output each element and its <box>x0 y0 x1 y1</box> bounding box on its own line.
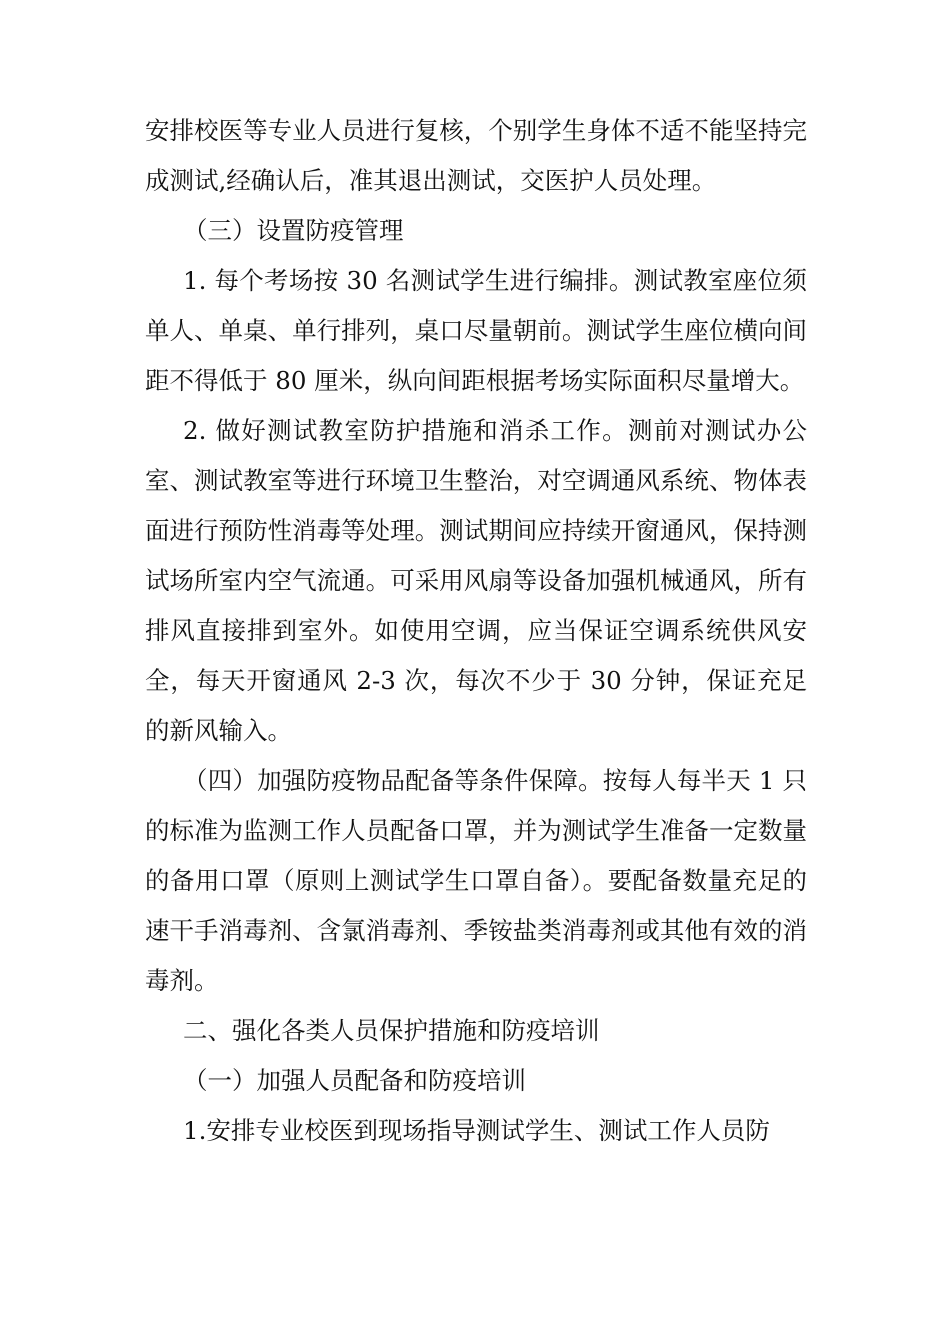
paragraph-2: （三）设置防疫管理 <box>183 216 404 245</box>
paragraph-4: 2. 做好测试教室防护措施和消杀工作。测前对测试办公室、测试教室等进行环境卫生整治，对空调通风系统、物体表面进行预防性消毒等处理。测试期间应持续开窗通风，保持测试场所室内空气流通。可采用风扇等设备加强机械通风，所有排风直接排到室外。如使用空调，应当保证空调系统供风安全，每天开窗通风 2-3 次，每次不少于 30 分钟，保证充足的新风输入。 <box>145 416 807 745</box>
paragraph-7: （一）加强人员配备和防疫培训 <box>183 1066 526 1095</box>
paragraph-6: 二、强化各类人员保护措施和防疫培训 <box>183 1016 600 1045</box>
paragraph-8: 1.安排专业校医到现场指导测试学生、测试工作人员防 <box>183 1116 770 1145</box>
document-body <box>145 106 807 1156</box>
paragraph-1: 安排校医等专业人员进行复核，个别学生身体不适不能坚持完成测试,经确认后，准其退出测试，交医护人员处理。 <box>145 116 807 195</box>
paragraph-5: （四）加强防疫物品配备等条件保障。按每人每半天 1 只的标准为监测工作人员配备口罩，并为测试学生准备一定数量的备用口罩（原则上测试学生口罩自备）。要配备数量充足的速干手消毒剂、含氯消毒剂、季铵盐类消毒剂或其他有效的消毒剂。 <box>145 766 807 995</box>
paragraph-3: 1. 每个考场按 30 名测试学生进行编排。测试教室座位须单人、单桌、单行排列，桌口尽量朝前。测试学生座位横向间距不得低于 80 厘米，纵向间距根据考场实际面积尽量增大。 <box>145 266 807 395</box>
